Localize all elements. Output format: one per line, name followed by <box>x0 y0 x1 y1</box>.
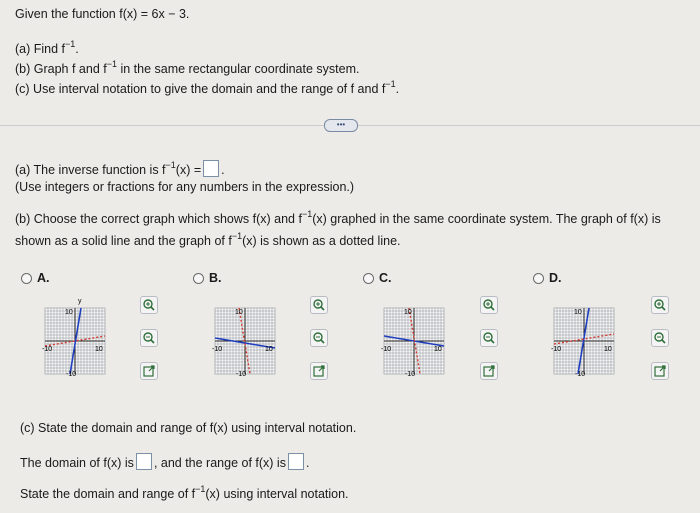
label-x-right: 10 <box>604 346 612 353</box>
answer-c-inverse-line: State the domain and range of $f^{-1}(x)$ using interval notation. <box>20 484 349 501</box>
label-y-bottom: -10 <box>66 371 77 378</box>
option-d-label: D. <box>549 271 562 285</box>
answer-a-line: (a) The inverse function is $f^{-1}(x)$ = . <box>15 160 225 177</box>
zoom-out-icon[interactable] <box>310 329 328 347</box>
label-x-left: -10 <box>212 346 223 353</box>
option-a-label: A. <box>37 271 50 285</box>
label-x-left: -10 <box>381 346 392 353</box>
answer-c-title: (c) State the domain and range of f(x) using interval notation. <box>20 421 357 435</box>
zoom-out-icon[interactable] <box>140 329 158 347</box>
option-b-graph[interactable] <box>213 305 278 377</box>
range-f-input[interactable] <box>288 453 304 470</box>
answer-b-prompt-line2: shown as a solid line and the graph of $f^{-1}(x)$ is shown as a dotted line. <box>15 231 401 248</box>
option-b-radio[interactable] <box>193 273 204 284</box>
option-d-radio[interactable] <box>533 273 544 284</box>
popout-icon[interactable] <box>310 362 328 380</box>
label-y-bottom: -10 <box>575 371 586 378</box>
zoom-in-icon[interactable] <box>140 296 158 314</box>
label-x-right: 10 <box>265 346 273 353</box>
label-x-right: 10 <box>95 346 103 353</box>
label-y-top: 10 <box>235 309 243 316</box>
label-y-top: 10 <box>65 309 73 316</box>
popout-icon[interactable] <box>480 362 498 380</box>
domain-f-input[interactable] <box>136 453 152 470</box>
part-a-instruction: (a) Find $f^{-1}$. <box>15 39 79 56</box>
option-d-graph[interactable] <box>552 305 617 377</box>
zoom-in-icon[interactable] <box>651 296 669 314</box>
zoom-out-icon[interactable] <box>480 329 498 347</box>
label-x-left: -10 <box>42 346 53 353</box>
inverse-function-input[interactable] <box>203 160 219 177</box>
popout-icon[interactable] <box>140 362 158 380</box>
option-c-radio[interactable] <box>363 273 374 284</box>
answer-b-prompt-line1: (b) Choose the correct graph which shows f(x) and $f^{-1}(x)$ graphed in the same coordinate system. The graph of f(x) is <box>15 209 661 226</box>
popout-icon[interactable] <box>651 362 669 380</box>
label-y-top: 10 <box>404 309 412 316</box>
expand-more-button[interactable]: ••• <box>324 119 358 132</box>
label-x-right: 10 <box>434 346 442 353</box>
label-y-top: 10 <box>574 309 582 316</box>
option-a-graph[interactable] <box>42 298 108 378</box>
label-y: y <box>78 298 82 305</box>
zoom-in-icon[interactable] <box>480 296 498 314</box>
part-b-instruction: (b) Graph f and $f^{-1}$ in the same rectangular coordinate system. <box>15 59 360 76</box>
part-c-instruction: (c) Use interval notation to give the domain and the range of f and $f^{-1}$. <box>15 79 400 96</box>
problem-statement: Given the function f(x) = 6x − 3. <box>15 7 190 21</box>
option-a-radio[interactable] <box>21 273 32 284</box>
label-y-bottom: -10 <box>405 371 416 378</box>
label-y-bottom: -10 <box>236 371 247 378</box>
zoom-out-icon[interactable] <box>651 329 669 347</box>
option-b-label: B. <box>209 271 222 285</box>
option-c-label: C. <box>379 271 392 285</box>
answer-a-hint: (Use integers or fractions for any numbers in the expression.) <box>15 180 355 194</box>
answer-c-domain-line: The domain of f(x) is , and the range of f(x) is . <box>20 453 309 470</box>
zoom-in-icon[interactable] <box>310 296 328 314</box>
option-c-graph[interactable] <box>382 305 447 377</box>
label-x-left: -10 <box>551 346 562 353</box>
